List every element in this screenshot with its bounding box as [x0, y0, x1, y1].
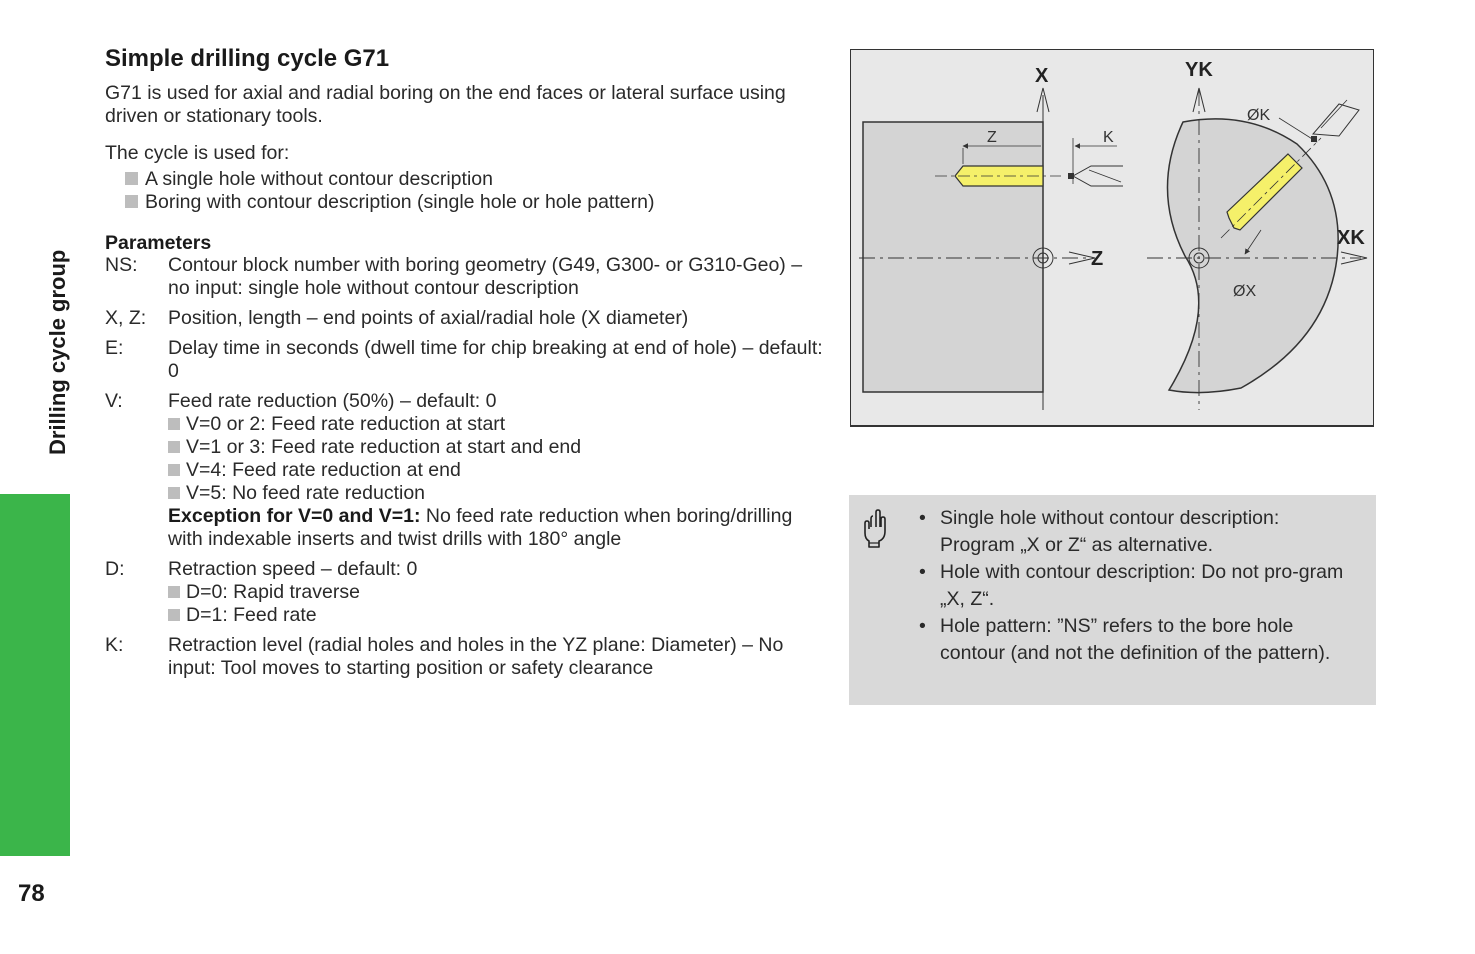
- z-dimension-label: Z: [987, 129, 997, 146]
- list-item: Boring with contour description (single hole or hole pattern): [125, 191, 825, 214]
- note-box: [849, 495, 1376, 705]
- intro-paragraph: G71 is used for axial and radial boring on the end faces or lateral surface using driven or stationary tools.: [105, 82, 786, 127]
- dia-k-label: ØK: [1247, 107, 1271, 124]
- used-for-list: [125, 168, 825, 214]
- list-item: D=0: Rapid traverse: [168, 581, 825, 604]
- k-dimension-label: K: [1103, 129, 1114, 146]
- parameter-text: Delay time in seconds (dwell time for chip breaking at end of hole) – default: 0: [168, 337, 823, 382]
- parameter-key: K:: [105, 634, 124, 656]
- axial-drill-tool: [1073, 166, 1123, 186]
- parameter-text: Position, length – end points of axial/radial hole (X diameter): [168, 307, 689, 329]
- parameter-text: Feed rate reduction (50%) – default: 0: [168, 390, 497, 412]
- dia-x-label: ØX: [1233, 283, 1257, 300]
- parameter-key: D:: [105, 558, 125, 580]
- parameter-row: [105, 634, 825, 680]
- list-item: • Hole pattern: ”NS” refers to the bore hole contour (and not the definition of the pattern).: [919, 615, 1331, 664]
- section-title: Simple drilling cycle G71: [105, 45, 390, 72]
- list-item: V=0 or 2: Feed rate reduction at start: [168, 413, 825, 436]
- parameter-text: Retraction level (radial holes and holes in the YZ plane: Diameter) – No input: Tool moves to starting position or safety clearance: [168, 634, 784, 679]
- parameter-row: [105, 558, 825, 627]
- bullet-square-icon: [168, 464, 180, 476]
- parameters-heading: Parameters: [105, 232, 212, 254]
- bullet-square-icon: [168, 418, 180, 430]
- parameter-key: X, Z:: [105, 307, 147, 329]
- bullet-square-icon: [168, 609, 180, 621]
- bullet-square-icon: [168, 441, 180, 453]
- side-tab-marker: [0, 494, 70, 856]
- drilling-diagram: [850, 49, 1374, 427]
- bullet-square-icon: [168, 586, 180, 598]
- bullet-square-icon: [125, 195, 138, 208]
- list-item: V=5: No feed rate reduction: [168, 482, 825, 505]
- yk-axis-label: YK: [1185, 59, 1213, 81]
- parameter-key: NS:: [105, 254, 138, 276]
- parameter-row: [105, 337, 825, 383]
- workpiece-side-view: [863, 122, 1043, 392]
- pointing-hand-icon: [861, 509, 891, 556]
- list-item: D=1: Feed rate: [168, 604, 825, 627]
- parameter-text: Retraction speed – default: 0: [168, 558, 418, 580]
- x-axis-label: X: [1035, 65, 1049, 87]
- bullet-square-icon: [125, 172, 138, 185]
- list-item: A single hole without contour description: [125, 168, 825, 191]
- list-item: V=4: Feed rate reduction at end: [168, 459, 825, 482]
- parameter-row: [105, 307, 825, 330]
- parameter-row: [105, 390, 825, 551]
- parameter-key: V:: [105, 390, 123, 412]
- parameter-row: [105, 254, 825, 300]
- side-tab-label: Drilling cycle group: [45, 249, 70, 455]
- bullet-square-icon: [168, 487, 180, 499]
- workpiece-face-view: [1167, 119, 1338, 393]
- exception-note: Exception for V=0 and V=1: No feed rate reduction when boring/drilling with indexable inserts and twist drills with 180° angle: [168, 505, 793, 550]
- radial-drill-tool: [1313, 104, 1359, 136]
- drilling-diagram-svg: [851, 50, 1372, 424]
- used-for-heading: The cycle is used for:: [105, 142, 290, 164]
- main-text-column: [105, 44, 825, 687]
- list-item: • Hole with contour description: Do not pro-gram „X, Z“.: [919, 561, 1344, 610]
- list-item: V=1 or 3: Feed rate reduction at start and end: [168, 436, 825, 459]
- note-list: [919, 505, 1359, 667]
- page-number: 78: [18, 880, 45, 907]
- parameter-key: E:: [105, 337, 124, 359]
- parameter-text: Contour block number with boring geometry (G49, G300- or G310-Geo) – no input: single hole without contour description: [168, 254, 803, 299]
- xk-axis-label: XK: [1337, 227, 1365, 249]
- z-axis-label: Z: [1091, 248, 1104, 270]
- list-item: • Single hole without contour description: Program „X or Z“ as alternative.: [919, 507, 1280, 556]
